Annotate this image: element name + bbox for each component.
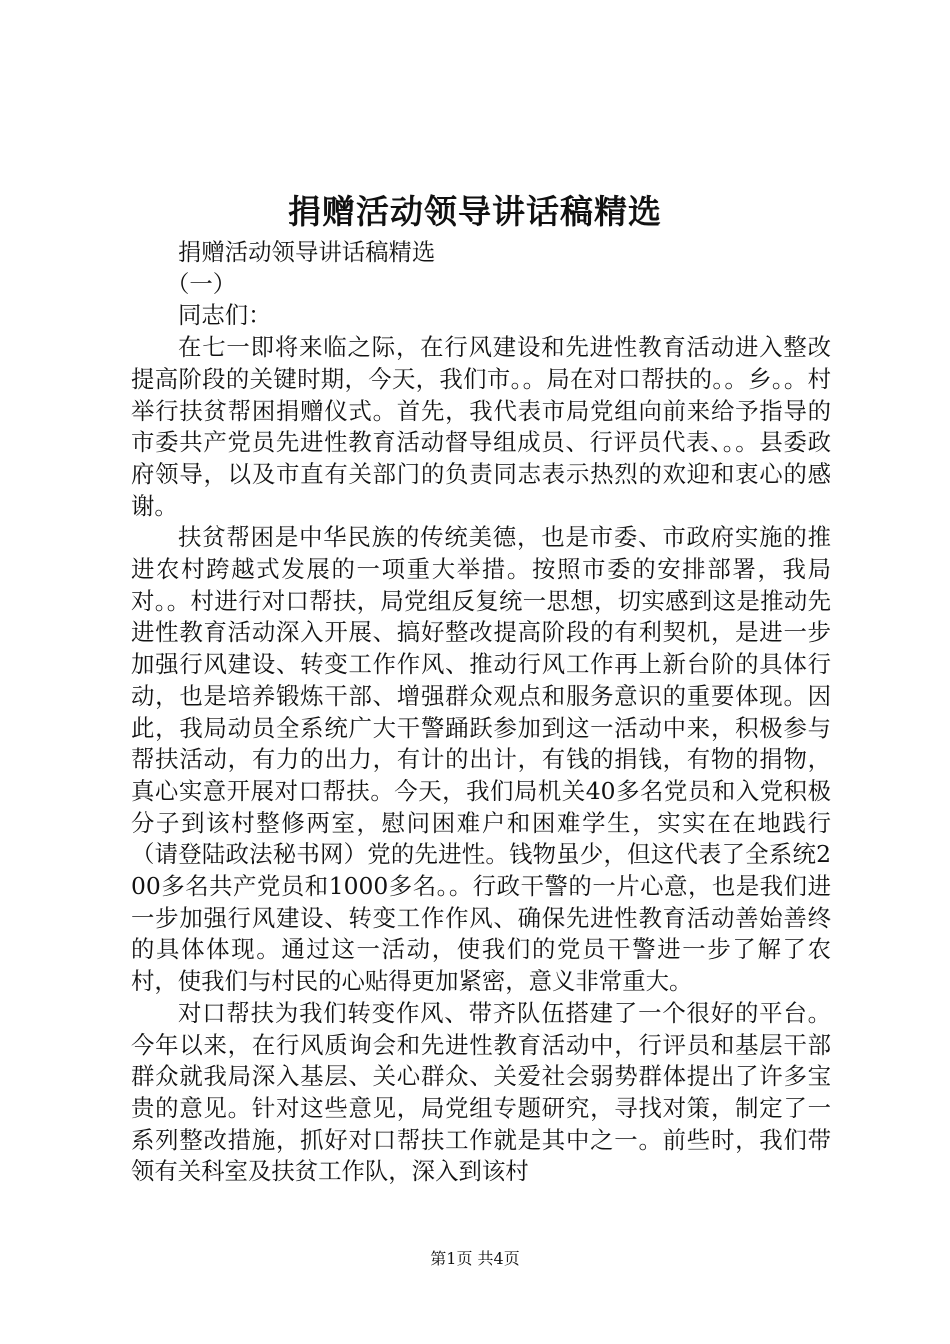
- document-title: 捐赠活动领导讲话稿精选: [288, 192, 662, 231]
- paragraph: 在七一即将来临之际，在行风建设和先进性教育活动进入整改提高阶段的关键时期，今天，我们市。。局在对口帮扶的。。乡。。村举行扶贫帮困捐赠仪式。首先，我代表市局党组向前来给予指导的市委共产党员先进性教育活动督导组成员、行评员代表、。。县委政府领导，以及市直有关部门的负责同志表示热烈的欢迎和衷心的感谢。: [131, 333, 831, 520]
- page-footer: 第1页 共4页: [430, 1249, 520, 1268]
- paragraph: 扶贫帮困是中华民族的传统美德，也是市委、市政府实施的推进农村跨越式发展的一项重大举措。按照市委的安排部署，我局对。。村进行对口帮扶，局党组反复统一思想，切实感到这是推动先进性教育活动深入开展、搞好整改提高阶段的有利契机，是进一步加强行风建设、转变工作作风、推动行风工作再上新台阶的具体行动，也是培养锻炼干部、增强群众观点和服务意识的重要体现。因此，我局动员全系统广大干警踊跃参加到这一活动中来，积极参与帮扶活动，有力的出力，有计的出计，有钱的捐钱，有物的捐物，真心实意开展对口帮扶。今天，我们局机关40多名党员和入党积极分子到该村整修两室，慰问困难户和困难学生，实实在在地践行（请登陆政法秘书网）党的先进性。钱物虽少，但这代表了全系统200多名共产党员和1000多名。。行政干警的一片心意，也是我们进一步加强行风建设、转变工作作风、确保先进性教育活动善始善终的具体体现。通过这一活动，使我们的党员干警进一步了解了农村，使我们与村民的心贴得更加紧密，意义非常重大。: [131, 523, 831, 996]
- document-subtitle: 捐赠活动领导讲话稿精选: [178, 238, 436, 266]
- paragraph: 对口帮扶为我们转变作风、带齐队伍搭建了一个很好的平台。今年以来，在行风质询会和先进性教育活动中，行评员和基层干部群众就我局深入基层、关心群众、关爱社会弱势群体提出了许多宝贵的意见。针对这些意见，局党组专题研究，寻找对策，制定了一系列整改措施，抓好对口帮扶工作就是其中之一。前些时，我们带领有关科室及扶贫工作队，深入到该村: [131, 998, 831, 1186]
- section-marker: （一）: [166, 269, 237, 298]
- salutation: 同志们：: [178, 301, 272, 330]
- document-body: [131, 237, 831, 1188]
